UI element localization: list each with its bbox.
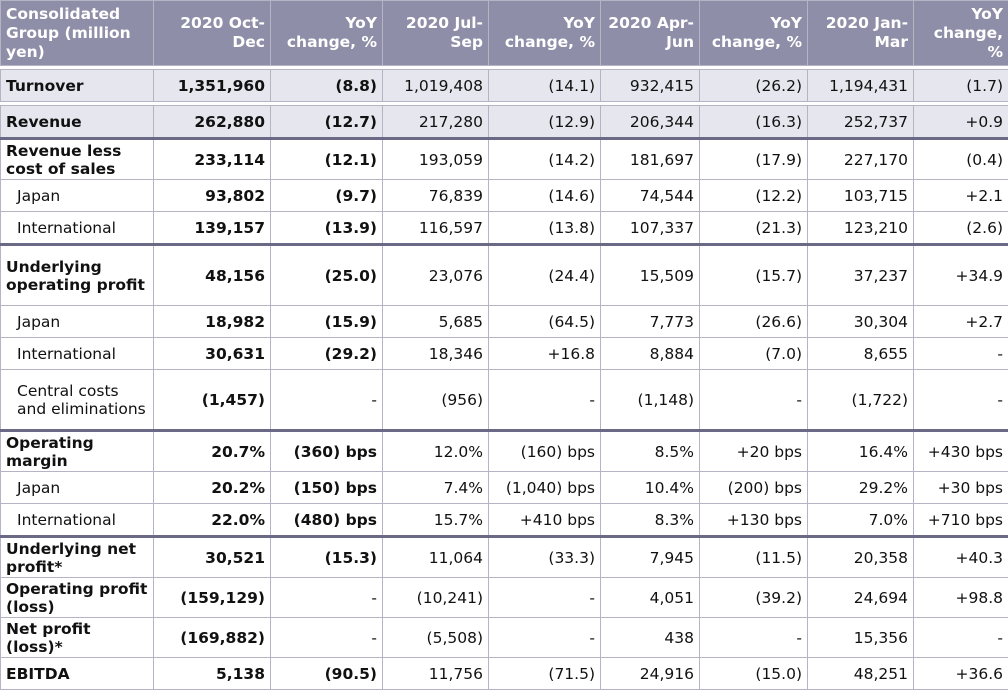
value-cell: - (914, 618, 1008, 658)
value-cell: 29.2% (808, 472, 914, 504)
value-cell: 1,194,431 (808, 70, 914, 102)
value-cell: 7,945 (601, 537, 700, 578)
value-cell: 18,346 (383, 338, 489, 370)
value-cell: 7.0% (808, 504, 914, 537)
value-cell: - (914, 370, 1008, 431)
value-cell: 4,051 (601, 578, 700, 618)
value-cell: 5,685 (383, 306, 489, 338)
value-cell: (159,129) (154, 578, 271, 618)
header-col-yoy-jan-mar: YoY change, % (914, 1, 1008, 66)
value-cell: 1,351,960 (154, 70, 271, 102)
value-cell: 30,304 (808, 306, 914, 338)
value-cell: +0.9 (914, 106, 1008, 139)
value-cell: (8.8) (271, 70, 383, 102)
value-cell: 48,251 (808, 658, 914, 690)
row-label: Underlying operating profit (1, 245, 154, 306)
value-cell: 48,156 (154, 245, 271, 306)
table-row (1, 537, 1008, 578)
value-cell: 8,884 (601, 338, 700, 370)
row-label: International (1, 212, 154, 245)
header-col-yoy-oct-dec: YoY change, % (271, 1, 383, 66)
value-cell: +430 bps (914, 431, 1008, 472)
value-cell: 217,280 (383, 106, 489, 139)
value-cell: 20.2% (154, 472, 271, 504)
value-cell: 93,802 (154, 180, 271, 212)
value-cell: (17.9) (700, 139, 808, 180)
value-cell: (9.7) (271, 180, 383, 212)
value-cell: (1,722) (808, 370, 914, 431)
value-cell: (13.9) (271, 212, 383, 245)
value-cell: (33.3) (489, 537, 601, 578)
row-label: Net profit (loss)* (1, 618, 154, 658)
value-cell: +130 bps (700, 504, 808, 537)
value-cell: 107,337 (601, 212, 700, 245)
value-cell: (24.4) (489, 245, 601, 306)
value-cell: (956) (383, 370, 489, 431)
value-cell: 15,356 (808, 618, 914, 658)
value-cell: +2.1 (914, 180, 1008, 212)
value-cell: - (489, 578, 601, 618)
value-cell: 11,064 (383, 537, 489, 578)
value-cell: (1,040) bps (489, 472, 601, 504)
value-cell: 932,415 (601, 70, 700, 102)
value-cell: (15.0) (700, 658, 808, 690)
value-cell: 8.3% (601, 504, 700, 537)
value-cell: 10.4% (601, 472, 700, 504)
row-label: Japan (1, 306, 154, 338)
row-label: Central costs and eliminations (1, 370, 154, 431)
row-label: Japan (1, 472, 154, 504)
value-cell: (13.8) (489, 212, 601, 245)
value-cell: (16.3) (700, 106, 808, 139)
value-cell: +2.7 (914, 306, 1008, 338)
table-header (1, 1, 1008, 66)
value-cell: (26.2) (700, 70, 808, 102)
value-cell: (0.4) (914, 139, 1008, 180)
row-label: Revenue (1, 106, 154, 139)
value-cell: (15.9) (271, 306, 383, 338)
value-cell: 233,114 (154, 139, 271, 180)
value-cell: 22.0% (154, 504, 271, 537)
row-label: Operating profit (loss) (1, 578, 154, 618)
value-cell: (200) bps (700, 472, 808, 504)
table-row (1, 180, 1008, 212)
value-cell: 18,982 (154, 306, 271, 338)
value-cell: 8,655 (808, 338, 914, 370)
value-cell: 193,059 (383, 139, 489, 180)
value-cell: 438 (601, 618, 700, 658)
value-cell: 12.0% (383, 431, 489, 472)
value-cell: (12.1) (271, 139, 383, 180)
value-cell: 16.4% (808, 431, 914, 472)
value-cell: 24,916 (601, 658, 700, 690)
value-cell: +20 bps (700, 431, 808, 472)
value-cell: 24,694 (808, 578, 914, 618)
value-cell: 37,237 (808, 245, 914, 306)
row-label: Japan (1, 180, 154, 212)
table-body (1, 66, 1008, 690)
value-cell: (64.5) (489, 306, 601, 338)
table-row (1, 306, 1008, 338)
value-cell: (360) bps (271, 431, 383, 472)
table-row (1, 212, 1008, 245)
row-label: International (1, 504, 154, 537)
value-cell: (1,148) (601, 370, 700, 431)
table-row (1, 245, 1008, 306)
value-cell: (12.2) (700, 180, 808, 212)
value-cell: - (271, 578, 383, 618)
table-row (1, 106, 1008, 139)
value-cell: 7,773 (601, 306, 700, 338)
value-cell: (26.6) (700, 306, 808, 338)
value-cell: (71.5) (489, 658, 601, 690)
value-cell: 30,521 (154, 537, 271, 578)
value-cell: (25.0) (271, 245, 383, 306)
value-cell: (15.3) (271, 537, 383, 578)
value-cell: (12.9) (489, 106, 601, 139)
value-cell: 20.7% (154, 431, 271, 472)
row-label: International (1, 338, 154, 370)
value-cell: +40.3 (914, 537, 1008, 578)
header-col-oct-dec: 2020 Oct-Dec (154, 1, 271, 66)
table-row (1, 578, 1008, 618)
value-cell: (160) bps (489, 431, 601, 472)
value-cell: 139,157 (154, 212, 271, 245)
value-cell: 23,076 (383, 245, 489, 306)
value-cell: 206,344 (601, 106, 700, 139)
value-cell: (39.2) (700, 578, 808, 618)
value-cell: (12.7) (271, 106, 383, 139)
value-cell: (7.0) (700, 338, 808, 370)
value-cell: (10,241) (383, 578, 489, 618)
value-cell: +410 bps (489, 504, 601, 537)
value-cell: (11.5) (700, 537, 808, 578)
header-col-yoy-jul-sep: YoY change, % (489, 1, 601, 66)
table-row (1, 504, 1008, 537)
header-col-jan-mar: 2020 Jan-Mar (808, 1, 914, 66)
value-cell: +30 bps (914, 472, 1008, 504)
value-cell: 30,631 (154, 338, 271, 370)
value-cell: - (700, 618, 808, 658)
value-cell: 8.5% (601, 431, 700, 472)
table-row (1, 338, 1008, 370)
row-label: Underlying net profit* (1, 537, 154, 578)
value-cell: (14.2) (489, 139, 601, 180)
row-label: Operating margin (1, 431, 154, 472)
value-cell: (21.3) (700, 212, 808, 245)
header-col-yoy-apr-jun: YoY change, % (700, 1, 808, 66)
value-cell: (5,508) (383, 618, 489, 658)
value-cell: - (700, 370, 808, 431)
value-cell: 181,697 (601, 139, 700, 180)
value-cell: +710 bps (914, 504, 1008, 537)
value-cell: 252,737 (808, 106, 914, 139)
header-col-apr-jun: 2020 Apr-Jun (601, 1, 700, 66)
value-cell: (90.5) (271, 658, 383, 690)
table-row (1, 472, 1008, 504)
value-cell: 123,210 (808, 212, 914, 245)
value-cell: 5,138 (154, 658, 271, 690)
table-row (1, 658, 1008, 690)
row-label: Turnover (1, 70, 154, 102)
value-cell: (2.6) (914, 212, 1008, 245)
value-cell: +36.6 (914, 658, 1008, 690)
table-row (1, 618, 1008, 658)
table-row (1, 431, 1008, 472)
value-cell: (14.6) (489, 180, 601, 212)
value-cell: (29.2) (271, 338, 383, 370)
value-cell: 116,597 (383, 212, 489, 245)
header-row (1, 1, 1008, 66)
value-cell: 15,509 (601, 245, 700, 306)
value-cell: - (489, 618, 601, 658)
value-cell: - (271, 370, 383, 431)
value-cell: 1,019,408 (383, 70, 489, 102)
value-cell: - (489, 370, 601, 431)
table-row (1, 139, 1008, 180)
value-cell: - (914, 338, 1008, 370)
value-cell: +16.8 (489, 338, 601, 370)
value-cell: 74,544 (601, 180, 700, 212)
header-label: Consolidated Group (million yen) (1, 1, 154, 66)
value-cell: +98.8 (914, 578, 1008, 618)
value-cell: 20,358 (808, 537, 914, 578)
table-row (1, 370, 1008, 431)
value-cell: (14.1) (489, 70, 601, 102)
value-cell: 7.4% (383, 472, 489, 504)
value-cell: 227,170 (808, 139, 914, 180)
value-cell: +34.9 (914, 245, 1008, 306)
value-cell: 11,756 (383, 658, 489, 690)
header-col-jul-sep: 2020 Jul-Sep (383, 1, 489, 66)
row-label: Revenue less cost of sales (1, 139, 154, 180)
table-row (1, 70, 1008, 102)
value-cell: 103,715 (808, 180, 914, 212)
value-cell: (169,882) (154, 618, 271, 658)
value-cell: (150) bps (271, 472, 383, 504)
value-cell: 76,839 (383, 180, 489, 212)
value-cell: (15.7) (700, 245, 808, 306)
value-cell: (480) bps (271, 504, 383, 537)
value-cell: 262,880 (154, 106, 271, 139)
row-label: EBITDA (1, 658, 154, 690)
value-cell: 15.7% (383, 504, 489, 537)
value-cell: (1.7) (914, 70, 1008, 102)
value-cell: - (271, 618, 383, 658)
value-cell: (1,457) (154, 370, 271, 431)
